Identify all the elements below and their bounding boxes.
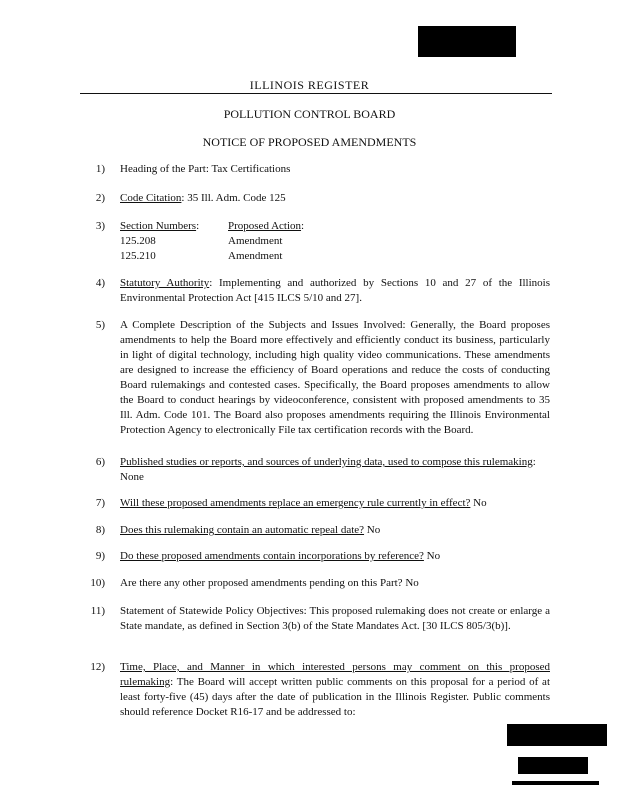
proposed-action: Amendment <box>228 235 283 247</box>
item-number: 4) <box>95 277 105 289</box>
item-label: Code Citation <box>120 192 182 204</box>
item-number: 3) <box>95 220 105 232</box>
item-number: 8) <box>95 524 105 536</box>
redaction-bottom-right-1 <box>507 724 607 746</box>
item-number: 2) <box>95 192 105 204</box>
item-label: Do these proposed amendments contain incorporations by reference? <box>120 550 424 562</box>
item-text: : Generally, the Board proposes amendments to help the Board more effectively and efficiently conduct its business, particularly in light of digital technology, including high quality video communications. These amendments are designed to increase the efficiency of Board operations and reduce the costs of conducting Board rulemakings and contested cases. Specifically, the Board proposes amendments to allow the Board to conduct hearings by videoconference, consistent with proposed amendments to 35 Ill. Adm. Code 101. The Board also proposes amendments requiring the Illinois Environmental Protection Agency to electronically File tax certification records with the Board. <box>120 319 550 436</box>
item-number: 12) <box>90 661 105 673</box>
item-label: Time, Place, and Manner in which interested persons may comment on this proposed rulemaking <box>120 661 550 688</box>
item-number: 1) <box>95 163 105 175</box>
item-number: 9) <box>95 550 105 562</box>
item-label: Statement of Statewide Policy Objectives <box>120 605 304 617</box>
section-numbers-heading: Section Numbers <box>120 220 197 232</box>
notice-title: NOTICE OF PROPOSED AMENDMENTS <box>202 135 417 149</box>
item-label: A Complete Description of the Subjects and Issues Involved <box>120 319 403 331</box>
item-label: Will these proposed amendments replace an emergency rule currently in effect? <box>120 497 471 509</box>
table-row <box>120 249 550 264</box>
item-text: No <box>470 497 487 509</box>
item-text: : This proposed rulemaking does not create or enlarge a State mandate, as defined in Section 3(b) of the State Mandates Act. [30 ILCS 805/3(b)]. <box>120 605 550 632</box>
register-title: ILLINOIS REGISTER <box>249 78 370 92</box>
item-text: : Implementing and authorized by Sections 10 and 27 of the Illinois Environmental Protection Act [415 ILCS 5/10 and 27]. <box>120 277 551 304</box>
agency-title: POLLUTION CONTROL BOARD <box>223 107 396 121</box>
item-label: Statutory Authority <box>120 277 210 289</box>
redaction-bottom-line <box>512 781 599 785</box>
item-number: 6) <box>95 456 105 468</box>
item-label: Does this rulemaking contain an automatic repeal date? <box>120 524 365 536</box>
proposed-action: Amendment <box>228 250 283 262</box>
item-label: Published studies or reports, and sources of underlying data, used to compose this rulemaking <box>120 456 533 468</box>
item-text: No <box>402 577 419 589</box>
item-number: 10) <box>90 577 105 589</box>
item-text: : None <box>120 456 536 483</box>
item-text: No <box>364 524 381 536</box>
redaction-bottom-right-2 <box>518 757 588 774</box>
table-row <box>120 234 550 249</box>
redaction-top-right <box>418 26 516 57</box>
item-label: Are there any other proposed amendments pending on this Part? <box>120 577 403 589</box>
proposed-action-heading: Proposed Action <box>228 220 302 232</box>
header-rule <box>80 93 552 94</box>
item-text: No <box>423 550 441 562</box>
section-number: 125.210 <box>120 250 156 262</box>
item-text: Heading of the Part: Tax Certifications <box>120 163 291 175</box>
section-number: 125.208 <box>120 235 156 247</box>
item-number: 5) <box>95 319 105 331</box>
item-number: 11) <box>90 605 105 617</box>
item-number: 7) <box>95 497 105 509</box>
item-text: : 35 Ill. Adm. Code 125 <box>181 192 286 204</box>
item-text: : The Board will accept written public comments on this proposal for a period of at least forty-five (45) days after the date of publication in the Illinois Register. Public comments should reference Docket R16-17 and be addressed to: <box>120 676 550 718</box>
